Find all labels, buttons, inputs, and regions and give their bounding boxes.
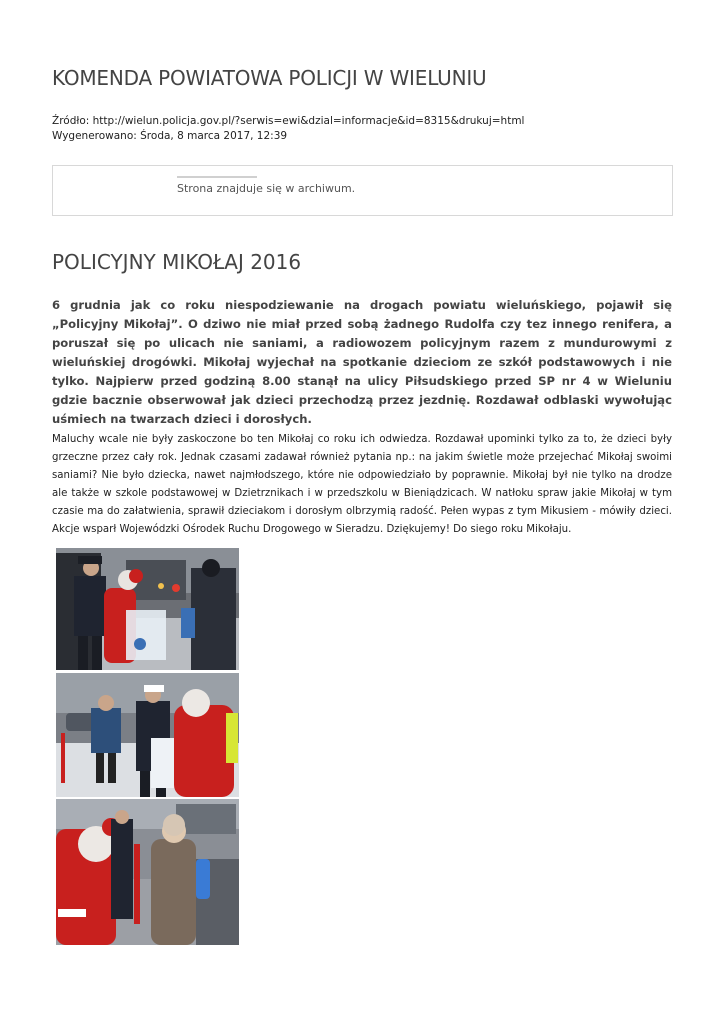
generated-date: Wygenerowano: Środa, 8 marca 2017, 12:39 xyxy=(52,130,288,142)
print-meta xyxy=(52,114,524,144)
santa-with-child-and-officer-photo xyxy=(56,799,239,945)
archive-notice-box xyxy=(52,165,673,216)
archive-divider xyxy=(177,176,257,178)
santa-with-children-at-crossing-photo xyxy=(56,673,239,797)
article-title: POLICYJNY MIKOŁAJ 2016 xyxy=(52,250,302,274)
archive-notice: Strona znajduje się w archiwum. xyxy=(177,182,356,195)
site-title: KOMENDA POWIATOWA POLICJI W WIELUNIU xyxy=(52,66,487,90)
source-url: Źródło: http://wielun.policja.gov.pl/?serwis=ewi&dzial=informacje&id=8315&drukuj=html xyxy=(52,115,525,127)
article-body: Maluchy wcale nie były zaskoczone bo ten Mikołaj co roku ich odwiedza. Rozdawał upominki tylko za to, że dzieci były grzeczne przez cały rok. Jednak czasami zadawał również pytania np.: na jakim świetle może przejechać Mikołaj swoimi saniami? Nie było dziecka, nawet najmłodszego, które nie odpowiedziało by poprawnie. Mikołaj był nie tylko na drodze ale także w szkole podstawowej w Dzietrznikach i w przedszkolu w Bieniądzicach. W natłoku spraw jakie Mikołaj w tym czasie ma do załatwienia, sprawił dzieciakom i dorosłym olbrzymią radość. Pełen wypas z tym Mikusiem - mówiły dzieci. Akcje wsparł Wojewódzki Ośrodek Ruchu Drogowego w Sieradzu. Dziękujemy! Do siego roku Mikołaju. xyxy=(52,434,672,535)
article-lead: 6 grudnia jak co roku niespodziewanie na drogach powiatu wieluńskiego, pojawił się „Policyjny Mikołaj”. O dziwo nie miał przed sobą żadnego Rudolfa czy tez innego renifera, a poruszał się po ulicach nie saniami, a radiowozem policyjnym razem z mundurowymi z wieluńskiej drogówki. Mikołaj wyjechał na spotkanie dzieciom ze szkół podstawowych i nie tylko. Najpierw przed godziną 8.00 stanął na ulicy Piłsudskiego przed SP nr 4 w Wieluniu gdzie bacznie obserwował jak dzieci przechodzą przez jezdnię. Rozdawał odblaski wywołując uśmiech na twarzach dzieci i dorosłych. xyxy=(52,298,672,426)
santa-with-police-officers-photo xyxy=(56,548,239,670)
